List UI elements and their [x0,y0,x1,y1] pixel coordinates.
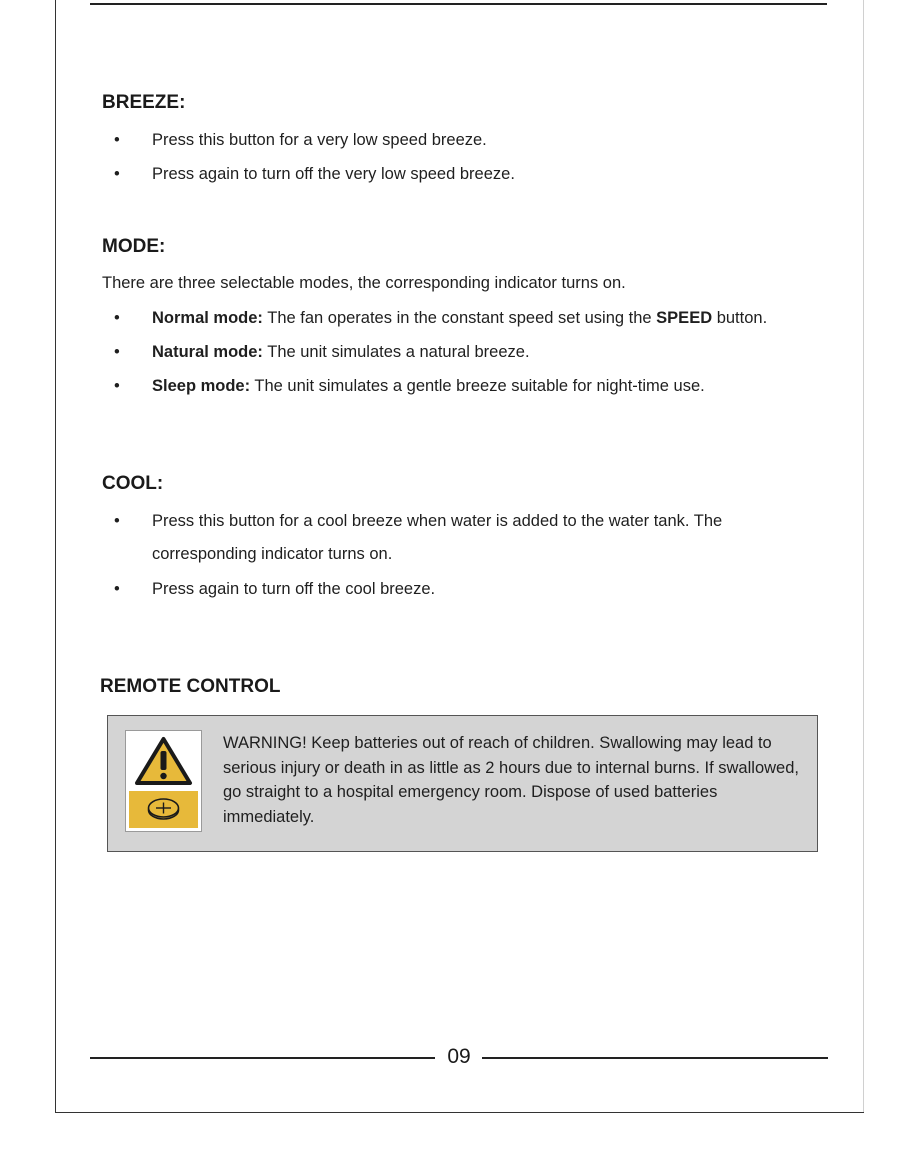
top-rule [90,3,827,5]
cool-heading: COOL: [102,473,164,494]
mode-text: The unit simulates a natural breeze. [267,343,530,361]
page-number: 09 [447,1045,471,1068]
remote-control-heading: REMOTE CONTROL [100,676,281,697]
mode-item-text [152,377,705,396]
speed-emphasis: SPEED [656,309,713,327]
mode-item-text [152,343,530,362]
bullet-dot: • [114,343,120,361]
bullet-dot: • [114,512,120,530]
warning-icon-graphic [126,731,201,831]
breeze-bullet-text: Press again to turn off the very low speed breeze. [152,165,515,183]
mode-heading: MODE: [102,236,166,257]
page-border-right [863,0,864,1113]
bullet-dot: • [114,131,120,149]
battery-warning-box [107,715,818,852]
mode-label: Sleep mode: [152,377,251,395]
footer-rule-left [90,1057,435,1059]
mode-text: The unit simulates a gentle breeze suitable for night-time use. [254,377,705,395]
bullet-dot: • [114,580,120,598]
page-border-bottom [55,1112,864,1113]
page-border-left [55,0,56,1113]
bullet-dot: • [114,377,120,395]
mode-item-text [152,309,767,328]
breeze-bullet-text: Press this button for a very low speed breeze. [152,131,487,149]
mode-text-after: button. [716,309,768,327]
mode-intro: There are three selectable modes, the corresponding indicator turns on. [102,274,626,292]
cool-bullet-1-continued: corresponding indicator turns on. [152,545,393,563]
warning-triangle-battery-icon [125,730,202,832]
mode-label: Normal mode: [152,309,263,327]
mode-text-before: The fan operates in the constant speed set using the [267,309,652,327]
bullet-dot: • [114,309,120,327]
breeze-heading: BREEZE: [102,92,186,113]
mode-label: Natural mode: [152,343,263,361]
cool-bullet-text: Press again to turn off the cool breeze. [152,580,436,598]
bullet-dot: • [114,165,120,183]
footer-rule-right [482,1057,828,1059]
battery-warning-text: WARNING! Keep batteries out of reach of children. Swallowing may lead to serious injury or death in as little as 2 hours due to internal burns. If swallowed, go straight to a hospital emergency room. Dispose of used batteries immediately. [223,734,799,826]
cool-bullet-text: Press this button for a cool breeze when water is added to the water tank. The [152,512,723,530]
